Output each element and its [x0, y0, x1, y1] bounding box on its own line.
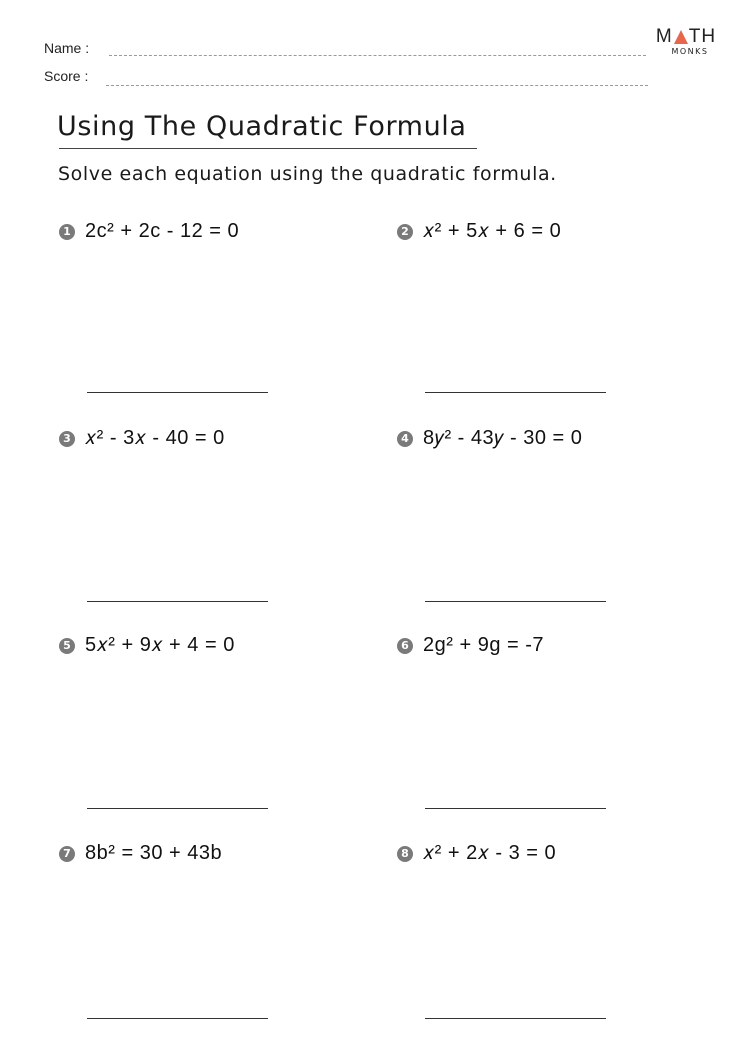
problem-1	[59, 220, 239, 243]
problem-number-badge: 8	[397, 846, 413, 862]
answer-line-5[interactable]	[87, 808, 268, 809]
math-monks-logo	[656, 27, 716, 56]
logo-subtitle: MONKS	[671, 47, 709, 56]
problem-number-badge: 6	[397, 638, 413, 654]
score-label: Score :	[44, 68, 89, 84]
answer-line-7[interactable]	[87, 1018, 268, 1019]
title-underline	[59, 148, 477, 149]
equation: 𝑥² + 2𝑥 - 3 = 0	[423, 842, 557, 864]
triangle-icon	[674, 30, 688, 44]
instructions: Solve each equation using the quadratic formula.	[58, 163, 557, 185]
problem-4	[397, 427, 582, 450]
answer-line-2[interactable]	[425, 392, 606, 393]
problem-number-badge: 5	[59, 638, 75, 654]
equation: 8𝑦² - 43𝑦 - 30 = 0	[423, 427, 583, 449]
worksheet-title: Using The Quadratic Formula	[57, 111, 467, 142]
problem-number-badge: 4	[397, 431, 413, 447]
problem-6	[397, 634, 544, 657]
problem-2	[397, 220, 561, 243]
answer-line-3[interactable]	[87, 601, 268, 602]
problem-number-badge: 2	[397, 224, 413, 240]
equation: 𝑥² + 5𝑥 + 6 = 0	[423, 220, 562, 242]
name-field-line[interactable]	[109, 55, 646, 56]
equation: 2c² + 2c - 12 = 0	[85, 220, 240, 242]
problem-number-badge: 3	[59, 431, 75, 447]
problem-number-badge: 7	[59, 846, 75, 862]
logo-letter-m: M	[655, 26, 673, 47]
answer-line-4[interactable]	[425, 601, 606, 602]
name-label: Name :	[44, 40, 90, 56]
equation: 2g² + 9g = -7	[423, 634, 545, 656]
logo-letters-th: TH	[688, 26, 717, 47]
answer-line-1[interactable]	[87, 392, 268, 393]
problem-number-badge: 1	[59, 224, 75, 240]
answer-line-8[interactable]	[425, 1018, 606, 1019]
equation: 8b² = 30 + 43b	[85, 842, 223, 864]
equation: 5𝑥² + 9𝑥 + 4 = 0	[85, 634, 235, 656]
equation: 𝑥² - 3𝑥 - 40 = 0	[85, 427, 225, 449]
problem-7	[59, 842, 222, 865]
score-field-line[interactable]	[106, 85, 648, 86]
answer-line-6[interactable]	[425, 808, 606, 809]
problem-5	[59, 634, 235, 657]
problem-8	[397, 842, 556, 865]
problem-3	[59, 427, 225, 450]
